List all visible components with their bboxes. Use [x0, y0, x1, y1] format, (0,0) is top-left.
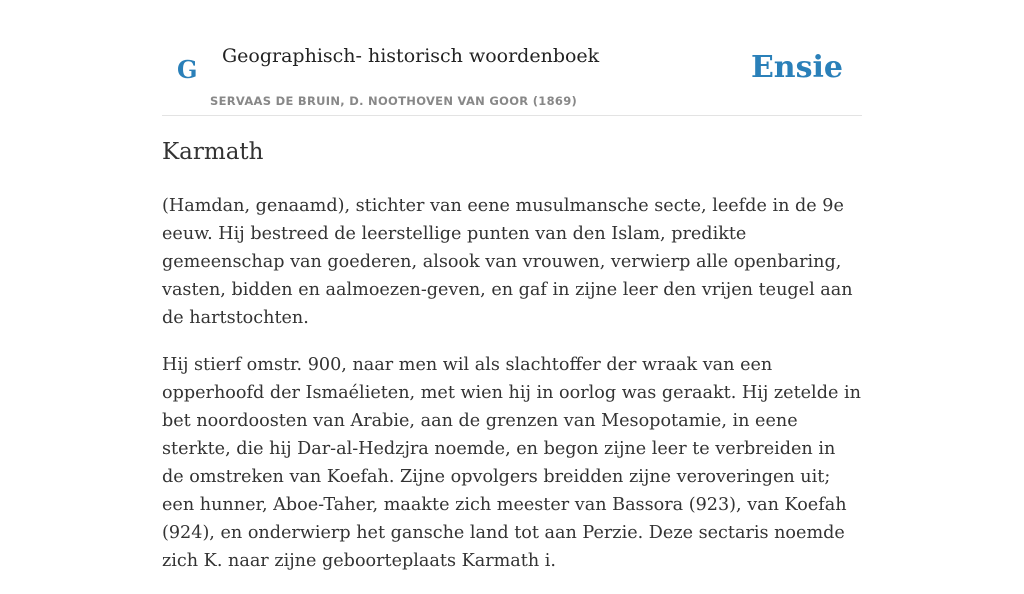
book-title[interactable]: Geographisch- historisch woordenboek: [222, 45, 600, 67]
entry-paragraph: (Hamdan, genaamd), stichter van eene musulmansche secte, leefde in de 9e eeuw. Hij bestreed de leerstellige punten van den Islam, predikte gemeenschap van goederen, alsook van vrouwen, verwierp alle openbaring, vasten, bidden en aalmoezen-geven, en gaf in zijne leer den vrijen teugel aan de hartstochten.: [162, 196, 853, 328]
ensie-logo[interactable]: Ensie: [750, 50, 843, 85]
entry-title: Karmath: [162, 139, 264, 165]
page-container: [162, 0, 862, 571]
entry-body: [162, 192, 862, 594]
book-letter-icon[interactable]: G: [177, 55, 198, 84]
header: [162, 0, 862, 116]
entry-paragraph: Hij stierf omstr. 900, naar men wil als slachtoffer der wraak van een opperhoofd der Ismaélieten, met wien hij in oorlog was geraakt. Hij zetelde in bet noordoosten van Arabie, aan de grenzen van Mesopotamie, in eene sterkte, die hij Dar-al-Hedzjra noemde, en begon zijne leer te verbreiden in de omstreken van Koefah. Zijne opvolgers breidden zijne veroveringen uit; een hunner, Aboe-Taher, maakte zich meester van Bassora (923), van Koefah (924), en onderwierp het gansche land tot aan Perzie. Deze sectaris noemde zich K. naar zijne geboorteplaats Karmath i.: [162, 355, 861, 571]
book-author: SERVAAS DE BRUIN, D. NOOTHOVEN VAN GOOR (1869): [210, 94, 578, 108]
